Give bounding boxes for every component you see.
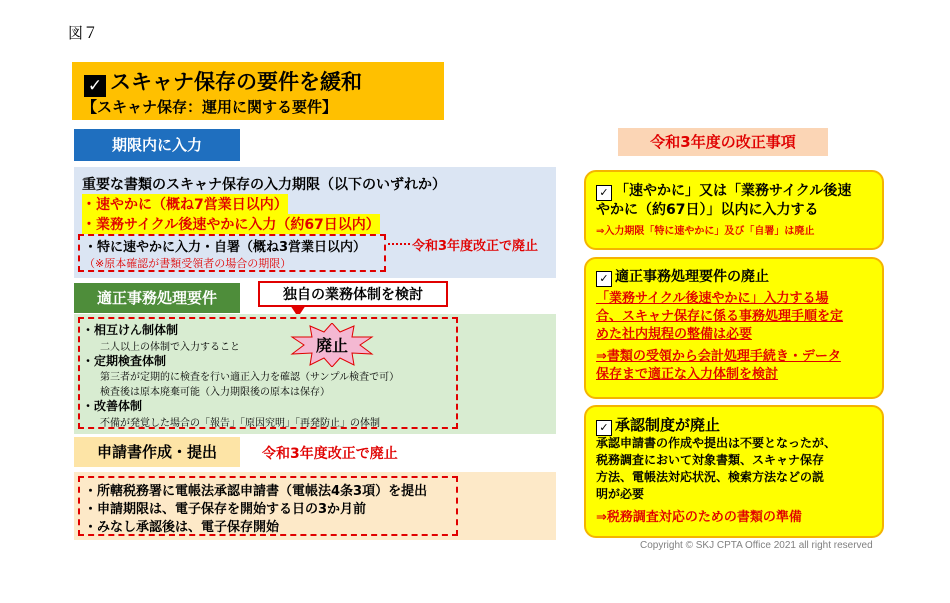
- periodic-inspection-detail-1: 第三者が定期的に検査を行い適正入力を確認（サンプル検査で可）: [100, 372, 400, 383]
- input-deadline-footnote: （※原本確認が書類受領者の場合の期限）: [84, 257, 292, 270]
- input-deadline-option-cycle: ・業務サイクル後速やかに入力（約67日以内）: [82, 214, 380, 234]
- input-deadline-option-prompt: ・速やかに（概ね7営業日以内）: [82, 194, 288, 214]
- abolish-note: 令和3年度改正で廃止: [412, 239, 539, 254]
- revision-deadline-note: ⇒入力期限「特に速やかに」及び「自署」は廃止: [596, 226, 815, 237]
- periodic-inspection-detail-2: 検査後は原本廃棄可能（入力期限後の原本は保存）: [100, 387, 330, 398]
- revision-approval-line-2: 税務調査において対象書類、スキャナ保存: [596, 453, 825, 467]
- improvement-detail: 不備が発覚した場合の「報告」「原因究明」「再発防止」の体制: [100, 418, 380, 429]
- periodic-inspection-heading: ・定期検査体制: [82, 354, 167, 368]
- revision-processing-line-5: 保存まで適正な入力体制を検討: [596, 367, 779, 382]
- revision-processing-title: [596, 266, 769, 287]
- checkbox-icon: ✓: [596, 185, 612, 201]
- section-header-office-processing: 適正事務処理要件: [74, 283, 240, 313]
- page-subtitle: 【スキャナ保存：運用に関する要件】: [82, 98, 338, 116]
- revision-processing-line-1: 「業務サイクル後速やかに」入力する場: [596, 291, 829, 306]
- revision-approval-title-text: 承認制度が廃止: [615, 416, 721, 434]
- section-header-input-deadline: 期限内に入力: [74, 129, 240, 161]
- application-line-deadline: ・申請期限は、電子保存を開始する日の3か月前: [84, 502, 367, 517]
- revision-processing-line-2: 合、スキャナ保存に係る事務処理手順を定: [596, 309, 844, 324]
- copyright-notice: Copyright © SKJ CPTA Office 2021 all right reserved: [640, 540, 873, 551]
- section-header-application: 申請書作成・提出: [74, 437, 240, 467]
- callout-own-system: 独自の業務体制を検討: [258, 281, 448, 307]
- checkbox-icon: ✓: [596, 420, 612, 436]
- revision-approval-line-4: 明が必要: [596, 487, 645, 501]
- revision-deadline-line-2: やかに（約67日）」以内に入力する: [596, 202, 819, 218]
- revision-header: 令和3年度の改正事項: [618, 128, 828, 156]
- input-deadline-option-signature: ・特に速やかに入力・自署（概ね3営業日以内）: [84, 240, 367, 255]
- input-deadline-intro: 重要な書類のスキャナ保存の入力期限（以下のいずれか）: [82, 177, 446, 193]
- revision-processing-line-3: めた社内規程の整備は必要: [596, 327, 753, 342]
- checkbox-icon: ✓: [596, 271, 612, 287]
- revision-approval-note: ⇒税務調査対応のための書類の準備: [596, 510, 802, 525]
- starburst-label: 廃止: [315, 336, 349, 355]
- revision-approval-line-3: 方法、電帳法対応状況、検索方法などの説: [596, 470, 825, 484]
- revision-processing-title-text: 適正事務処理要件の廃止: [615, 269, 769, 285]
- revision-approval-title: [596, 414, 720, 436]
- revision-processing-line-4: ⇒書類の受領から会計処理手続き・データ: [596, 349, 841, 364]
- dotted-connector: [388, 243, 410, 245]
- figure-label: 図７: [68, 24, 99, 42]
- check-icon: ✓: [84, 75, 106, 97]
- revision-deadline-text-1: 「速やかに」又は「業務サイクル後速: [615, 183, 852, 199]
- improvement-heading: ・改善体制: [82, 399, 143, 413]
- revision-deadline-line-1: [596, 180, 851, 201]
- application-line-deemed: ・みなし承認後は、電子保存開始: [84, 520, 280, 535]
- application-line-submit: ・所轄税務署に電帳法承認申請書（電帳法4条3項）を提出: [84, 484, 428, 499]
- abolished-starburst: [290, 323, 374, 367]
- abolish-note-application: 令和3年度改正で廃止: [262, 446, 398, 462]
- page-title-text: スキャナ保存の要件を緩和: [110, 70, 362, 94]
- page-title: [84, 66, 362, 97]
- mutual-check-detail: 二人以上の体制で入力すること: [100, 342, 240, 353]
- mutual-check-heading: ・相互けん制体制: [82, 323, 179, 337]
- revision-approval-line-1: 承認申請書の作成や提出は不要となったが、: [596, 436, 837, 450]
